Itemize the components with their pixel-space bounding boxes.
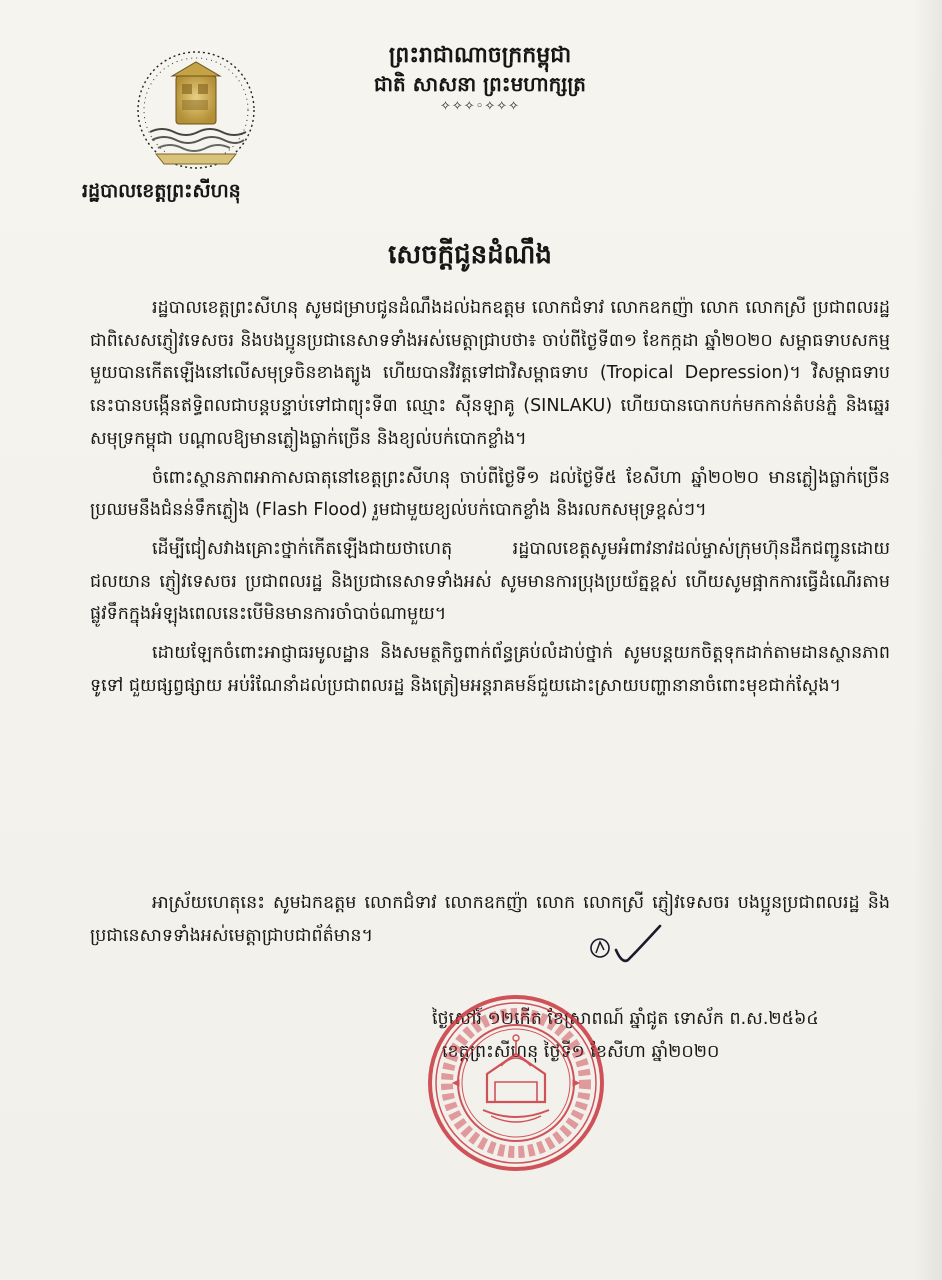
paragraph-1: រដ្ឋបាលខេត្តព្រះសីហនុ សូមជម្រាបជូនដំណឹងដល់ឯកឧត្តម លោកជំទាវ លោកឧកញ៉ា លោក លោកស្រី ប្រជាពលរដ្ឋ ជាពិសេសភ្ញៀវទេសចរ និងបងប្អូនប្រជានេសាទទាំងអស់មេត្តាជ្រាបថា៖ ចាប់ពីថ្ងៃទី៣១ ខែកក្កដា ឆ្នាំ២០២០ សម្ពាធទាបសកម្មមួយបានកើតឡើងនៅលើសមុទ្រចិនខាងត្បូង ហើយបានវិវត្តទៅជាវិសម្ពាធទាប (Tropical Depression)។ វិសម្ពាធទាបនេះបានបង្កើនឥទ្ធិពលជាបន្តបន្ទាប់ទៅជាព្យុះទី៣ ឈ្មោះ ស៊ីនឡាគូ (SINLAKU) ហើយបានបោកបក់មកកាន់តំបន់ភ្នំ និងឆ្នេរសមុទ្រកម្ពុជា បណ្តាលឱ្យមានភ្លៀងធ្លាក់ច្រើន និងខ្យល់បក់បោកខ្លាំង។ (90, 298, 890, 449)
ornament-divider: ✧✧✧◦✧✧✧ (439, 99, 521, 114)
kingdom-heading (340, 42, 620, 116)
paragraph-2: ចំពោះស្ថានភាពអាកាសធាតុនៅខេត្តព្រះសីហនុ ចាប់ពីថ្ងៃទី១ ដល់ថ្ងៃទី៥ ខែសីហា ឆ្នាំ២០២០ មានភ្លៀងធ្លាក់ច្រើនប្រឈមនឹងជំនន់ទឹកភ្លៀង (Flash Flood) រួមជាមួយខ្យល់បក់បោកខ្លាំង និងរលកសមុទ្រខ្ពស់ៗ។ (90, 467, 890, 521)
initial-signature-icon (588, 920, 668, 970)
date-lunar: ថ្ងៃសៅរ៍ ១២កើត ខែស្រាពណ៍ ឆ្នាំជូត ទោស័ក ព.ស.២៥៦៤ (432, 1009, 819, 1029)
kingdom-line-1: ព្រះរាជាណាចក្រកម្ពុជា (388, 43, 572, 68)
provincial-emblem-icon (132, 46, 260, 174)
date-solar: ខេត្តព្រះសីហនុ ថ្ងៃទី១ ខែសីហា ឆ្នាំ២០២០ (442, 1041, 720, 1062)
document-body (90, 292, 890, 702)
issuing-agency: រដ្ឋបាលខេត្តព្រះសីហនុ (82, 180, 241, 202)
date-block (432, 1003, 872, 1068)
paragraph-3: ដើម្បីជៀសវាងគ្រោះថ្នាក់កើតឡើងជាយថាហេតុ រដ្ឋបាលខេត្តសូមអំពាវនាវដល់ម្ចាស់ក្រុមហ៊ុនដឹកជញ្ជូនដោយជលយាន ភ្ញៀវទេសចរ ប្រជាពលរដ្ឋ និងប្រជានេសាទទាំងអស់ សូមមានការប្រុងប្រយ័ត្នខ្ពស់ ហើយសូមផ្អាកការធ្វើដំណើរតាមផ្លូវទឹកក្នុងអំឡុងពេលនេះបើមិនមានការចាំបាច់ណាមួយ។ (90, 538, 890, 625)
document-title: សេចក្តីជូនដំណឹង (388, 240, 552, 270)
closing-paragraph: អាស្រ័យហេតុនេះ សូមឯកឧត្តម លោកជំទាវ លោកឧកញ៉ា លោក លោកស្រី ភ្ញៀវទេសចរ បងប្អូនប្រជាពលរដ្ឋ និងប្រជានេសាទទាំងអស់មេត្តាជ្រាបជាព័ត៌មាន។ (90, 893, 890, 946)
paragraph-4: ដោយឡែកចំពោះអាជ្ញាធរមូលដ្ឋាន និងសមត្ថកិច្ចពាក់ព័ន្ធគ្រប់លំដាប់ថ្នាក់ សូមបន្តយកចិត្តទុកដាក់តាមដានស្ថានភាពទូទៅ ជួយផ្សព្វផ្សាយ អប់រំណែនាំដល់ប្រជាពលរដ្ឋ និងត្រៀមអន្តរាគមន៍ជួយដោះស្រាយបញ្ហានានាចំពោះមុខជាក់ស្តែង។ (90, 643, 890, 696)
page-shadow (914, 0, 942, 1280)
kingdom-line-2: ជាតិ សាសនា ព្រះមហាក្សត្រ (374, 72, 586, 96)
